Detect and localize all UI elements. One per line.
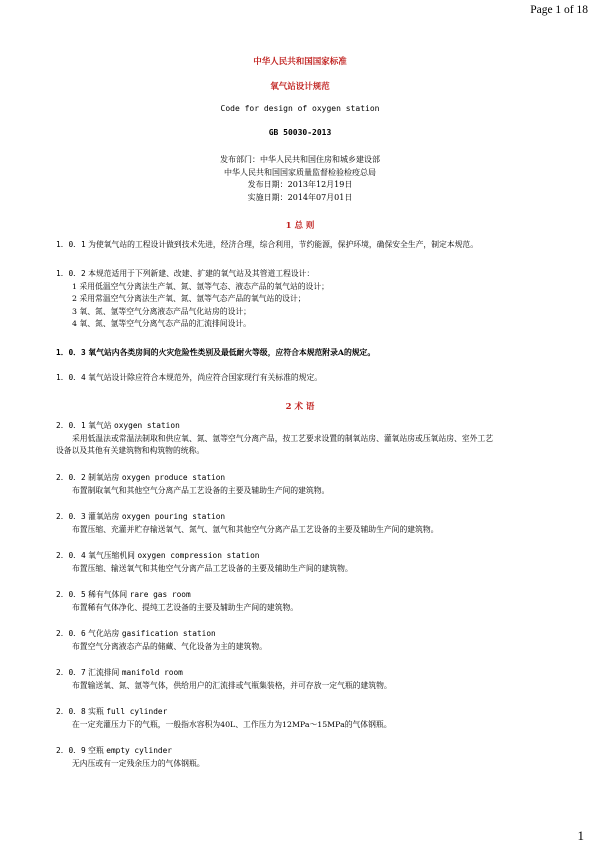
term-2-0-4 (56, 550, 556, 575)
term-definition: 布置空气分离液态产品的储藏、气化设备为主的建筑物。 (72, 641, 267, 651)
clause-1-0-3 (56, 347, 556, 360)
term-definition: 布置压缩、输送氧气和其他空气分离产品工艺设备的主要及辅助生产间的建筑物。 (72, 563, 353, 573)
term-name: 灌氧站房 (88, 512, 120, 521)
term-definition: 无内压或有一定残余压力的气体钢瓶。 (72, 758, 205, 768)
document-title: 氧气站设计规范 (270, 82, 330, 92)
clause-text: 氧气站设计除应符合本规范外，尚应符合国家现行有关标准的规定。 (88, 373, 323, 382)
clause-text: 氧气站内各类房间的火灾危险性类别及最低耐火等级，应符合本规范附录A的规定。 (88, 348, 376, 357)
term-2-0-7 (56, 667, 556, 692)
clause-1-0-4 (56, 372, 556, 385)
term-number: 2．0．6 (56, 629, 86, 638)
term-english: manifold room (121, 668, 183, 677)
term-english: oxygen pouring station (121, 512, 226, 521)
clause-1-0-2 (56, 268, 556, 331)
term-english: oxygen station (114, 421, 180, 430)
meta-publisher: 发布部门：中华人民共和国住房和城乡建设部 (220, 155, 380, 164)
term-name: 气化站房 (88, 629, 120, 638)
page-header: Page 1 of 18 (530, 4, 588, 16)
clause-1-0-1 (56, 239, 556, 252)
term-english: full cylinder (106, 707, 168, 716)
term-number: 2．0．3 (56, 512, 86, 521)
term-english: oxygen compression station (137, 551, 260, 560)
clause-item: 4 氧、氮、氩等空气分离气态产品的汇流排间设计。 (72, 319, 251, 328)
term-2-0-2 (56, 472, 556, 497)
clause-number: 1．0．1 (56, 240, 86, 249)
term-definition: 布置压缩、充灌并贮存输送氧气、氮气、氩气和其他空气分离产品工艺设备的主要及辅助生产间的建筑物。 (72, 524, 439, 534)
term-definition: 设备以及其他有关建筑物和构筑物的统称。 (56, 446, 205, 455)
term-definition: 布置制取氧气和其他空气分离产品工艺设备的主要及辅助生产间的建筑物。 (72, 485, 330, 495)
term-definition: 在一定充灌压力下的气瓶，一般指水容积为40L、工作压力为12MPa～15MPa的气体钢瓶。 (72, 719, 392, 729)
term-name: 稀有气体间 (88, 590, 128, 599)
term-name: 氧气压缩机间 (88, 551, 135, 560)
meta-release-date: 发布日期：2013年12月19日 (247, 180, 353, 189)
clause-text: 为使氧气站的工程设计做到技术先进，经济合理，综合利用，节约能源，保护环境，确保安全生产，制定本规范。 (88, 240, 479, 249)
term-definition: 布置稀有气体净化、提纯工艺设备的主要及辅助生产间的建筑物。 (72, 602, 299, 612)
term-number: 2．0．4 (56, 551, 86, 560)
term-definition: 布置输送氧、氮、氩等气体，供给用户的汇流排或气瓶集装格，并可存放一定气瓶的建筑物。 (72, 680, 392, 690)
term-name: 汇流排间 (88, 668, 120, 677)
term-name: 实瓶 (88, 707, 104, 716)
standard-code: GB 50030-2013 (268, 128, 332, 137)
document-title-english: Code for design of oxygen station (220, 104, 380, 113)
term-english: rare gas room (129, 590, 191, 599)
term-2-0-5 (56, 589, 556, 614)
term-2-0-8 (56, 706, 556, 731)
clause-number: 1．0．4 (56, 373, 86, 382)
national-standard-heading: 中华人民共和国国家标准 (253, 57, 347, 67)
page-number: 1 (577, 828, 584, 843)
clause-number: 1．0．3 (56, 348, 86, 357)
chapter-2-heading: 2 术 语 (285, 402, 315, 412)
publication-metadata (0, 154, 600, 204)
term-name: 空瓶 (88, 746, 104, 755)
meta-publisher-2: 中华人民共和国国家质量监督检验检疫总局 (224, 167, 376, 177)
clause-item: 2 采用常温空气分离法生产氧、氮、氩等气态产品的氧气站的设计； (72, 294, 306, 303)
term-2-0-9 (56, 745, 556, 770)
term-english: empty cylinder (106, 746, 172, 755)
clause-item: 1 采用低温空气分离法生产氧、氮、氩等气态、液态产品的氧气站的设计； (72, 281, 329, 291)
term-definition: 采用低温法或常温法制取和供应氧、氮、氩等空气分离产品，按工艺要求设置的制氧站房、灌氧站房或压氧站房、室外工艺 (72, 433, 494, 443)
term-english: gasification station (121, 629, 216, 638)
chapter-1-heading: 1 总 则 (285, 221, 315, 231)
term-number: 2．0．2 (56, 473, 86, 482)
term-number: 2．0．8 (56, 707, 86, 716)
term-2-0-1 (56, 420, 556, 458)
term-2-0-3 (56, 511, 556, 536)
term-number: 2．0．9 (56, 746, 86, 755)
term-name: 制氧站房 (88, 473, 120, 482)
meta-effective-date: 实施日期：2014年07月01日 (247, 192, 353, 202)
term-2-0-6 (56, 628, 556, 653)
term-english: oxygen produce station (121, 473, 226, 482)
clause-item: 3 氧、氮、氩等空气分离液态产品气化站房的设计； (72, 306, 251, 316)
term-number: 2．0．5 (56, 590, 86, 599)
term-name: 氧气站 (88, 421, 112, 430)
term-number: 2．0．7 (56, 668, 86, 677)
clause-number: 1．0．2 (56, 269, 86, 278)
term-number: 2．0．1 (56, 421, 86, 430)
clause-text: 本规范适用于下列新建、改建、扩建的氧气站及其管道工程设计： (88, 269, 315, 278)
